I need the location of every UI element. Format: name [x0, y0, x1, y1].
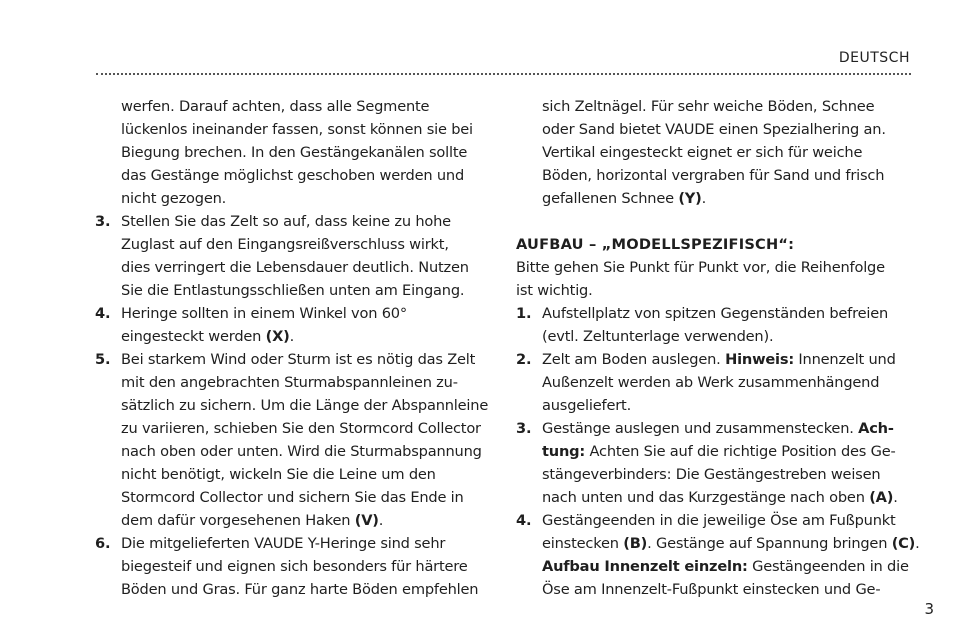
- text-span: .: [289, 328, 295, 345]
- text-line: [95, 509, 490, 532]
- text-span: Innenzelt und: [793, 351, 896, 368]
- list-item-3: [516, 417, 911, 440]
- text-line: nach oben oder unten. Wird die Sturmabspannung: [121, 443, 482, 460]
- figure-ref: (C): [891, 535, 916, 552]
- text-line: Bitte gehen Sie Punkt für Punkt vor, die Reihenfolge: [516, 259, 885, 276]
- text-line: Zuglast auf den Eingangsreißverschluss wirkt,: [121, 236, 449, 253]
- list-item-3: [95, 210, 490, 233]
- note-label: Hinweis:: [725, 351, 794, 368]
- list-item-4: [95, 302, 490, 325]
- text-line: sätzlich zu sichern. Um die Länge der Abspannleine: [121, 397, 489, 414]
- header-dotted-rule: [96, 73, 911, 75]
- figure-ref: (Y): [678, 190, 702, 207]
- text-line: Vertikal eingesteckt eignet er sich für weiche: [542, 144, 863, 161]
- item-number: 4.: [95, 305, 111, 322]
- right-column: [516, 95, 920, 601]
- text-span: eingesteckt werden: [121, 328, 266, 345]
- text-line: [516, 532, 920, 555]
- text-span: gefallenen Schnee: [542, 190, 679, 207]
- text-line: Böden und Gras. Für ganz harte Böden empfehlen: [121, 581, 479, 598]
- list-item-1: [516, 302, 911, 325]
- text-line: Aufstellplatz von spitzen Gegenständen befreien: [542, 305, 889, 322]
- list-item-2: [516, 348, 911, 371]
- language-label: DEUTSCH: [838, 50, 910, 66]
- text-line: lückenlos ineinander fassen, sonst können sie bei: [121, 121, 473, 138]
- text-line: stängeverbinders: Die Gestängestreben weisen: [542, 466, 881, 483]
- item-number: 1.: [516, 305, 532, 322]
- text-line: Heringe sollten in einem Winkel von 60°: [121, 305, 407, 322]
- text-span: Achten Sie auf die richtige Position des Ge-: [585, 443, 896, 460]
- list-item-6: [95, 532, 490, 555]
- text-span: .: [701, 190, 707, 207]
- text-span: nach unten und das Kurzgestänge nach oben: [542, 489, 870, 506]
- text-line: Sie die Entlastungsschließen unten am Eingang.: [121, 282, 465, 299]
- text-line: nicht benötigt, wickeln Sie die Leine um den: [121, 466, 436, 483]
- item-number: 2.: [516, 351, 532, 368]
- text-line: Gestängeenden in die jeweilige Öse am Fußpunkt: [542, 512, 896, 529]
- section-heading: AUFBAU – „MODELLSPEZIFISCH“:: [516, 236, 795, 253]
- item-number: 5.: [95, 351, 111, 368]
- text-span: . Gestänge auf Spannung bringen: [647, 535, 892, 552]
- text-line: biegesteif und eignen sich besonders für härtere: [121, 558, 468, 575]
- figure-ref: (A): [869, 489, 894, 506]
- text-line: Böden, horizontal vergraben für Sand und frisch: [542, 167, 885, 184]
- item-number: 3.: [516, 420, 532, 437]
- text-span: einstecken: [542, 535, 624, 552]
- text-span: Gestänge auslegen und zusammenstecken.: [542, 420, 859, 437]
- text-span: Zelt am Boden auslegen.: [542, 351, 726, 368]
- text-span: dem dafür vorgesehenen Haken: [121, 512, 355, 529]
- text-line: werfen. Darauf achten, dass alle Segmente: [121, 98, 430, 115]
- text-line: dies verringert die Lebensdauer deutlich. Nutzen: [121, 259, 469, 276]
- text-line: Bei starkem Wind oder Sturm ist es nötig das Zelt: [121, 351, 476, 368]
- text-span: .: [893, 489, 898, 506]
- text-line: Außenzelt werden ab Werk zusammenhängend: [542, 374, 880, 391]
- text-span: .: [378, 512, 384, 529]
- list-item-4: [516, 509, 911, 532]
- text-line: oder Sand bietet VAUDE einen Spezialhering an.: [542, 121, 886, 138]
- item-number: 3.: [95, 213, 111, 230]
- page-number: 3: [924, 600, 934, 618]
- text-line: sich Zeltnägel. Für sehr weiche Böden, Schnee: [542, 98, 875, 115]
- text-span: Gestängeenden in die: [747, 558, 909, 575]
- text-line: (evtl. Zeltunterlage verwenden).: [542, 328, 774, 345]
- text-line: [516, 440, 911, 463]
- list-item-5: [95, 348, 490, 371]
- text-line: Stellen Sie das Zelt so auf, dass keine zu hohe: [121, 213, 451, 230]
- figure-ref: (X): [265, 328, 290, 345]
- item-number: 4.: [516, 512, 532, 529]
- item-number: 6.: [95, 535, 111, 552]
- subheading-label: Aufbau Innenzelt einzeln:: [542, 558, 748, 575]
- text-line: ist wichtig.: [516, 282, 593, 299]
- text-line: [516, 187, 911, 210]
- text-line: [95, 325, 490, 348]
- warning-label: tung:: [542, 443, 586, 460]
- warning-label: Ach-: [858, 420, 894, 437]
- text-line: zu variieren, schieben Sie den Stormcord Collector: [121, 420, 481, 437]
- left-column: [95, 95, 490, 601]
- text-line: Öse am Innenzelt-Fußpunkt einstecken und Ge-: [542, 581, 881, 598]
- text-line: [516, 486, 911, 509]
- text-line: das Gestänge möglichst geschoben werden und: [121, 167, 465, 184]
- text-line: ausgeliefert.: [542, 397, 632, 414]
- text-line: nicht gezogen.: [121, 190, 227, 207]
- figure-ref: (B): [623, 535, 648, 552]
- text-line: Stormcord Collector und sichern Sie das Ende in: [121, 489, 464, 506]
- text-line: [516, 555, 911, 578]
- text-line: mit den angebrachten Sturmabspannleinen zu-: [121, 374, 458, 391]
- figure-ref: (V): [354, 512, 379, 529]
- text-span: .: [915, 535, 920, 552]
- text-line: Biegung brechen. In den Gestängekanälen sollte: [121, 144, 468, 161]
- text-line: Die mitgelieferten VAUDE Y-Heringe sind sehr: [121, 535, 446, 552]
